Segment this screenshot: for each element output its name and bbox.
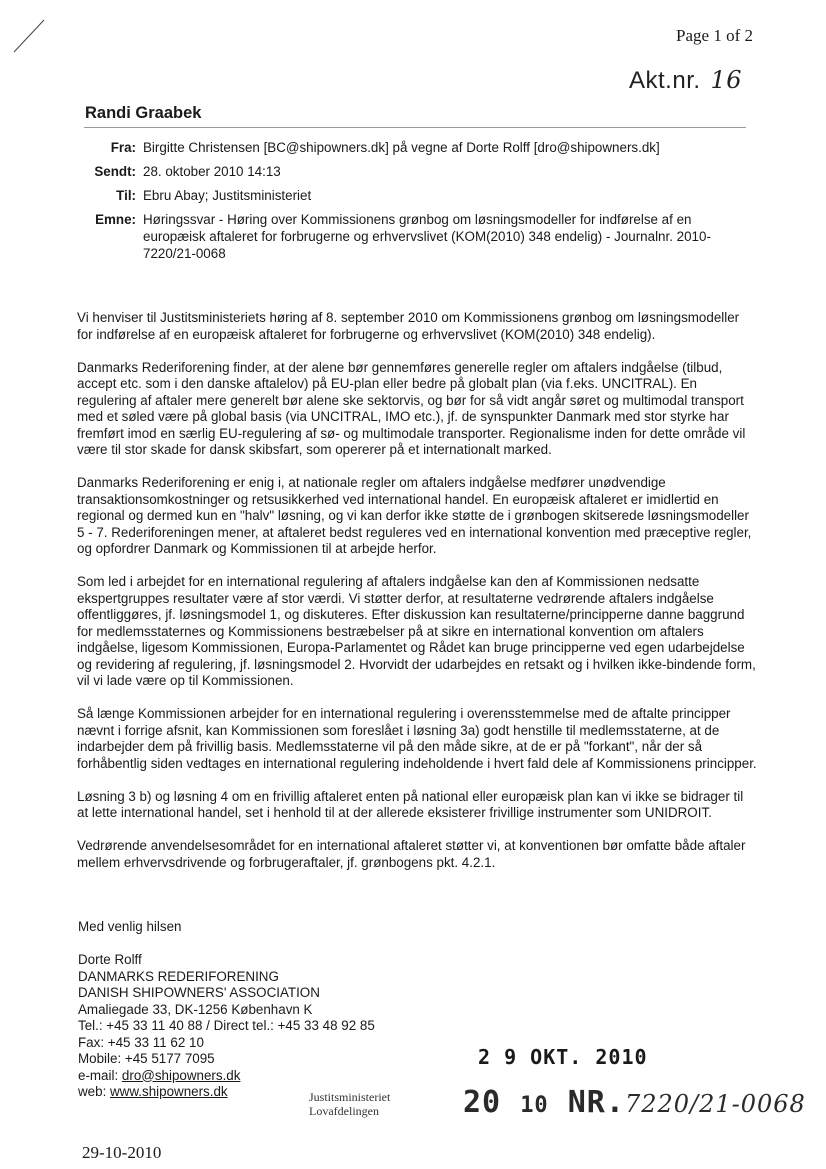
journal-number-stamp: 20 10 NR.7220/21-0068 <box>463 1085 806 1120</box>
paragraph: Danmarks Rederiforening finder, at der alene bør gennemføres generelle regler om aftalers indgåelse (tilbud, accept etc. som i den danske aftalelov) på EU-plan eller bedre på globalt plan (via f.eks. UNCITRAL). En regulering af aftaler mere generelt bør alene ske sektorvis, og bør for så vidt angår søret og multimodal transport med et søled være på global basis (via UNCITRAL, IMO etc.), jf. de synspunkter Danmark med stor styrke har fremført imod en særlig EU-regulering af sø- og multimodale transporter. Regionalisme inden for dette område vil være til stor skade for dansk skibsfart, som opererer på et internationalt marked. <box>77 359 746 457</box>
web-line: web: www.shipowners.dk <box>78 1084 228 1099</box>
mobile: Mobile: +45 5177 7095 <box>78 1051 215 1066</box>
letter-body <box>77 310 757 888</box>
email-header <box>86 139 746 269</box>
fax: Fax: +45 33 11 62 10 <box>78 1034 204 1050</box>
header-from: Fra: Birgitte Christensen [BC@shipowners.dk] på vegne af Dorte Rolff [dro@shipowners.dk] <box>110 140 660 155</box>
header-subject: Emne: Høringssvar - Høring over Kommissionens grønbog om løsningsmodeller for indførelse af en europæisk aftaleret for forbrugerne og erhvervslivet (KOM(2010) 348 endelig) - Journalnr. 2010-7220/21-0068 <box>95 212 711 261</box>
akt-label: Akt.nr. <box>629 67 701 94</box>
journal-number-handwritten: 7220/21-0068 <box>624 1090 806 1118</box>
akt-handwritten-number: 16 <box>710 66 743 94</box>
web-link[interactable]: www.shipowners.dk <box>110 1084 228 1099</box>
akt-number <box>629 66 742 95</box>
paragraph: Vi henviser til Justitsministeriets høring af 8. september 2010 om Kommissionens grønbog om løsningsmodeller for indførelse af en europæisk aftaleret for forbrugerne og erhvervslivet (KOM(2010) 348 endelig). <box>77 310 740 342</box>
header-sent: Sendt: 28. oktober 2010 14:13 <box>94 164 281 179</box>
telephone: Tel.: +45 33 11 40 88 / Direct tel.: +45 33 48 92 85 <box>78 1018 375 1033</box>
email-line: e-mail: dro@shipowners.dk <box>78 1067 241 1083</box>
pen-mark <box>8 18 48 58</box>
author-name: Randi Graabek <box>85 104 202 122</box>
header-divider <box>84 127 746 128</box>
org-english: DANISH SHIPOWNERS' ASSOCIATION <box>78 985 320 1000</box>
header-to: Til: Ebru Abay; Justitsministeriet <box>116 188 312 203</box>
closing: Med venlig hilsen <box>78 919 182 934</box>
signature-block <box>78 919 478 1101</box>
org-danish: DANMARKS REDERIFORENING <box>78 968 279 984</box>
paragraph: Løsning 3 b) og løsning 4 om en frivillig aftaleret enten på national eller europæisk plan kan vi ikke se bidrager til at lette international handel, set i henhold til at der allerede eksisterer frivillige instrumenter som UNIDROIT. <box>77 788 744 820</box>
email-link[interactable]: dro@shipowners.dk <box>121 1067 241 1083</box>
paragraph: Vedrørende anvendelsesområdet for en international aftaleret støtter vi, at konventionen bør omfatte både aftaler mellem erhvervsdrivende og forbrugeraftaler, jf. grønbogens pkt. 4.2.1. <box>77 838 746 870</box>
paragraph: Så længe Kommissionen arbejder for en international regulering i overensstemmelse med de aftalte principper nævnt i forrige afsnit, kan Kommissionen som foreslået i løsning 3a) godt henstille til medlemsstaterne, at de indarbejder dem på frivillig basis. Medlemsstaterne vil på den måde sikre, at de er på "forkant", når der så forhåbentlig siden vedtages en international regulering indeholdende i hvert fald dele af Kommissionens principper. <box>77 706 757 771</box>
address: Amaliegade 33, DK-1256 København K <box>78 1001 313 1017</box>
page-number: Page 1 of 2 <box>676 26 753 45</box>
paragraph: Som led i arbejdet for en international regulering af aftalers indgåelse kan den af Kommissionen nedsatte ekspertgruppes resultater være af stor værdi. Vi støtter derfor, at resultaterne vedrørende aftalers indgåelse offentliggøres, jf. løsningsmodel 1, og diskuteres. Efter diskussion kan resultaterne/principperne danne baggrund for medlemsstaternes og Kommissionens bestræbelser på at sikre en international konvention om aftalers indgåelse, ligesom Kommissionen, Europa-Parlamentet og Rådet kan bruge principperne ved egen udarbejdelse og revidering af regulering, jf. løsningsmodel 2. Hvorvidt der udarbejdes en retsakt og i hvilken ikke-bindende form, vil vi lade være op til Kommissionen. <box>77 574 756 688</box>
paragraph: Danmarks Rederiforening er enig i, at nationale regler om aftalers indgåelse medfører unødvendige transaktionsomkostninger og retsusikkerhed ved international handel. En europæisk aftaleret er imidlertid en regional og dermed kun en "halv" løsning, og vi kan derfor ikke støtte de i grønbogen skitserede løsningsmodeller 5 - 7. Rederiforeningen mener, at aftaleret bedst reguleres ved en international konvention med præceptive regler, og opfordrer Danmark og Kommissionen til at arbejde herfor. <box>77 475 752 556</box>
ministry-stamp: Justitsministeriet Lovafdelingen <box>309 1090 391 1118</box>
footer-date: 29-10-2010 <box>82 1143 162 1162</box>
signer-name: Dorte Rolff <box>78 952 142 967</box>
received-date-stamp: 2 9 OKT. 2010 <box>478 1045 648 1069</box>
